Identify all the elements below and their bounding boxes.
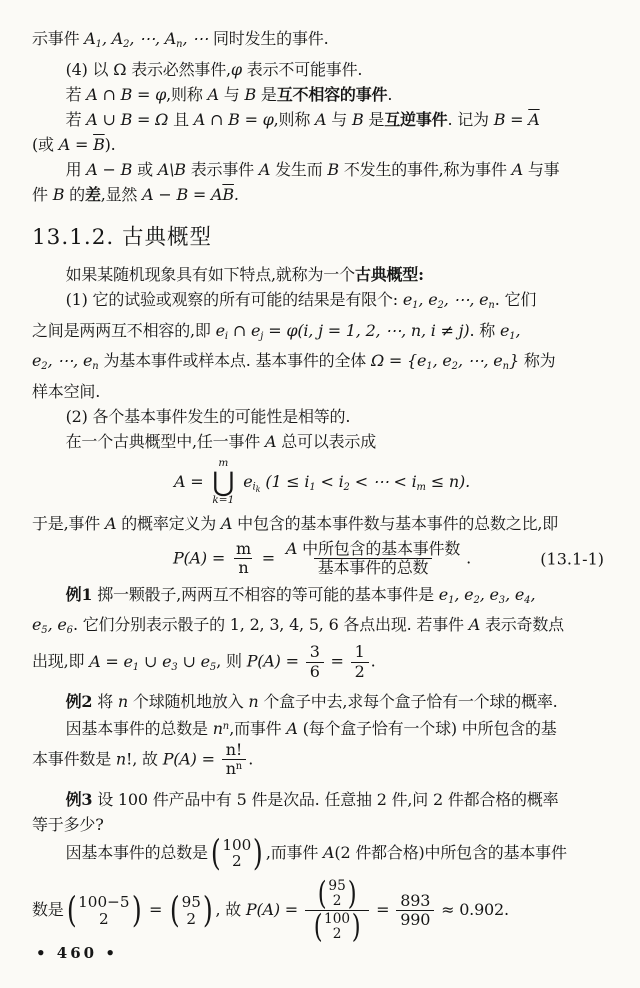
text-run: , 故: [215, 900, 246, 920]
text-run: A: [511, 159, 523, 179]
paren-close-icon: ): [351, 908, 361, 945]
text-run: 发生而: [270, 159, 328, 179]
text-run: 个盒子中去,求每个盒子恰有一个球的概率.: [258, 691, 558, 711]
binomial-coefficient: [209, 832, 265, 874]
text-line: [32, 787, 612, 812]
denominator: 6: [306, 662, 324, 681]
overline-complement: $\overline{B}$: [93, 134, 105, 154]
text-run: =: [256, 548, 280, 568]
text-run: 与: [326, 109, 352, 129]
text-line: [32, 832, 612, 874]
text-run: A ∩ B = φ: [193, 109, 274, 129]
binomial-top: 95: [181, 892, 201, 911]
text-run: (2 件都合格)中所包含的基本事件: [334, 842, 567, 862]
paren-open-icon: (: [66, 889, 77, 931]
math-script: 2: [343, 481, 350, 493]
paren-close-icon: ): [202, 889, 213, 931]
text-line: [32, 741, 612, 779]
text-run: A = e1 ∪ e3 ∪ e5: [89, 651, 217, 673]
text-run: .: [370, 651, 376, 671]
section-heading: 13.1.2. 古典概型: [32, 224, 213, 250]
text-run: 表示事件: [185, 159, 259, 179]
text-run: e: [243, 471, 253, 491]
text-run: $A = \overline{B}$: [58, 134, 105, 154]
math-script: 5: [209, 661, 217, 673]
text-run: Ω = {e1, e2, ⋯, en}: [370, 351, 519, 373]
math-script: 1: [95, 38, 102, 50]
text-run: 的: [64, 184, 85, 204]
text-run: A: [220, 513, 233, 533]
fraction: [396, 892, 434, 930]
text-run: .: [466, 548, 472, 568]
text-run: e5, e6: [32, 615, 73, 637]
binomial-bottom: 2: [231, 852, 242, 871]
math-script: 1: [309, 481, 316, 493]
union-symbol: ⋃: [212, 466, 235, 498]
text-run: =: [325, 651, 349, 671]
text-run: φ: [230, 59, 242, 79]
text-run: 是: [363, 109, 385, 129]
text-run: ,则称: [166, 84, 208, 104]
binomial-fraction: [305, 875, 369, 945]
overline-complement: $\overline{A}$: [528, 109, 540, 129]
text-run: (1 ≤ i1 < i2 < ⋯ < im ≤ n).: [260, 471, 470, 493]
text-run: A − B: [86, 159, 133, 179]
text-line: [32, 404, 612, 429]
text-run: P(A) =: [246, 651, 304, 671]
text-run: (1) 它的试验或观察的所有可能的结果是有限个:: [65, 289, 403, 309]
fraction: [222, 741, 247, 779]
text-run: 之间是两两互不相容的,即: [32, 320, 216, 340]
text-run: 在一个古典概型中,任一事件: [65, 432, 265, 452]
text-run: 将: [92, 691, 118, 711]
math-script: n: [176, 38, 183, 50]
text-run: 同时发生的事件.: [208, 29, 329, 48]
text-run: 互不相容的事件: [276, 84, 388, 104]
denominator: [305, 910, 369, 943]
text-line: [32, 57, 612, 82]
denominator: 2: [351, 662, 369, 681]
text-run: 因基本事件的总数是: [65, 842, 208, 862]
text-run: e1, e2, ⋯, en: [402, 289, 495, 311]
text-run: . 称: [469, 320, 500, 340]
text-run: 互逆事件: [384, 109, 448, 129]
binomial-stack: [328, 879, 345, 909]
text-line: [32, 132, 612, 157]
numerator: 893: [400, 890, 431, 910]
math-script: n: [92, 361, 99, 373]
text-line: [32, 875, 612, 945]
text-run: ,显然: [100, 184, 143, 204]
text-run: 数是: [32, 900, 64, 920]
text-run: 表示不可能事件.: [241, 59, 363, 79]
text-run: Ω: [113, 59, 127, 79]
text-run: 的概率定义为: [116, 513, 221, 533]
text-line: [32, 82, 612, 107]
text-run: $B = \overline{A}$: [493, 109, 540, 129]
text-run: 若: [65, 84, 87, 104]
binomial-stack: [222, 837, 251, 870]
binomial-top: 95: [328, 878, 346, 895]
math-subscript: i: [252, 481, 256, 493]
text-run: A: [174, 471, 186, 491]
math-script: n: [488, 299, 495, 311]
binomial-bottom: 2: [332, 926, 342, 943]
text-run: 不发生的事件,称为事件: [338, 159, 512, 179]
text-run: A: [104, 513, 117, 533]
math-script: 1: [426, 361, 433, 373]
binomial-top: 100: [222, 835, 252, 854]
binomial-coefficient: [312, 908, 362, 945]
math-script: m: [416, 481, 426, 493]
math-script: A: [285, 538, 298, 558]
math-script: 2: [437, 299, 444, 311]
denominator: 基本事件的总数: [314, 558, 433, 577]
text-run: e2, ⋯, en: [32, 351, 99, 373]
paren-close-icon: ): [131, 889, 142, 931]
paren-open-icon: (: [210, 832, 221, 874]
text-run: A ∪ B = Ω: [86, 109, 169, 129]
text-run: (每个盒子恰有一个球) 中所包含的基: [297, 718, 557, 738]
numerator: 3: [309, 642, 320, 662]
math-script: n: [222, 720, 230, 732]
page-number: • 460 •: [36, 944, 118, 962]
text-line: [32, 26, 612, 57]
text-run: 等于多少?: [32, 814, 104, 834]
text-run: A: [264, 432, 277, 452]
text-run: (2) 各个基本事件发生的可能性是相等的.: [65, 407, 351, 427]
math-script: 1: [509, 330, 516, 342]
math-script: 3: [171, 661, 178, 673]
text-run: 例1: [65, 584, 93, 604]
text-line: [32, 379, 612, 404]
text-run: (或: [32, 134, 59, 154]
text-run: 与: [218, 84, 245, 104]
binomial-top: 100: [324, 911, 351, 928]
math-script: 2: [41, 361, 48, 373]
text-run: P(A) =: [172, 548, 230, 568]
text-run: ,而事件: [265, 842, 324, 862]
math-script: 2: [123, 38, 130, 50]
text-run: 例2: [65, 691, 93, 711]
math-script: 1: [412, 299, 419, 311]
text-run: 示事件: [32, 29, 85, 48]
paren-open-icon: (: [169, 889, 180, 931]
text-line: [32, 107, 612, 132]
text-line: [32, 182, 612, 207]
text-flow-main: [32, 262, 612, 943]
text-run: 差: [84, 184, 101, 204]
text-run: !, 故: [126, 749, 163, 769]
text-line: [32, 262, 612, 287]
text-run: 掷一颗骰子,两两互不相容的等可能的基本事件是: [92, 584, 439, 604]
text-run: B: [52, 184, 65, 204]
text-run: ,而事件: [229, 718, 287, 738]
text-run: $n^n$: [212, 718, 230, 738]
text-run: 用: [65, 159, 87, 179]
fraction: [306, 643, 324, 681]
binomial-bottom: 2: [186, 909, 197, 928]
text-run: B: [327, 159, 339, 179]
text-run: 为基本事件或样本点. 基本事件的全体: [98, 351, 371, 371]
text-line: [32, 429, 612, 454]
math-script: 6: [66, 625, 73, 637]
text-run: 件: [32, 184, 53, 204]
text-run: P(A) =: [162, 749, 220, 769]
binomial-stack: [182, 894, 201, 927]
text-run: =: [371, 900, 395, 920]
numerator: n!: [225, 739, 243, 759]
text-run: A\B: [157, 159, 186, 179]
text-line: [32, 458, 612, 507]
text-run: n: [117, 691, 129, 711]
math-subsubscript: k: [255, 484, 261, 494]
text-run: 本事件数是: [32, 749, 116, 769]
big-union-operator: [212, 458, 234, 507]
text-run: B: [244, 84, 257, 104]
text-run: 总可以表示成: [276, 432, 377, 452]
overline-complement: $\overline{B}$: [222, 184, 234, 204]
text-run: ≈ 0.902.: [436, 900, 509, 920]
text-run: A: [468, 615, 481, 635]
fraction: [282, 540, 464, 578]
text-run: 因基本事件的总数是: [65, 718, 213, 738]
text-run: ,则称: [273, 109, 316, 129]
fraction: [351, 643, 369, 681]
equation-number: (13.1-1): [540, 549, 604, 569]
binomial-coefficient: [65, 889, 143, 931]
text-run: P(A) =: [245, 900, 303, 920]
binomial-stack: [78, 894, 129, 927]
text-flow-top: [32, 26, 612, 207]
denominator: $n^n$: [222, 759, 247, 778]
fraction: [232, 540, 255, 578]
text-run: .: [248, 749, 254, 769]
text-run: 个球随机地放入: [128, 691, 249, 711]
text-run: 出现,即: [32, 651, 90, 671]
binomial-top: 100−5: [78, 892, 130, 911]
text-run: 于是,事件: [32, 513, 105, 533]
lower-limit: k=1: [212, 494, 235, 507]
math-script: 1: [448, 594, 455, 606]
denominator: 990: [396, 910, 434, 929]
text-line: [32, 318, 612, 349]
display-formula: [32, 540, 612, 578]
text-run: , 则: [216, 651, 247, 671]
math-script: j: [260, 330, 264, 342]
text-run: 与事: [523, 159, 560, 179]
denominator: n: [234, 558, 252, 577]
text-run: A: [207, 84, 219, 104]
text-run: $A - B = A\overline{B}$.: [142, 184, 239, 204]
paren-close-icon: ): [347, 875, 357, 912]
paren-close-icon: ): [253, 832, 263, 874]
text-run: e1,: [499, 320, 521, 342]
text-run: 若: [65, 109, 87, 129]
binomial-bottom: 2: [332, 893, 342, 910]
text-run: =: [185, 471, 209, 491]
text-run: A ∩ B = φ: [86, 84, 167, 104]
math-script: 5: [41, 625, 48, 637]
text-line: [32, 689, 612, 714]
binomial-stack: [324, 912, 350, 942]
text-line: [32, 348, 612, 379]
text-run: 中包含的基本事件数与基本事件的总数之比,即: [232, 513, 559, 533]
binomial-coefficient: [168, 889, 214, 931]
text-run: A: [286, 718, 298, 738]
text-run: .: [387, 84, 393, 104]
math-script: n: [502, 361, 509, 373]
text-run: n: [115, 749, 126, 769]
text-run: 表示奇数点: [480, 615, 564, 635]
numerator: A 中所包含的基本事件数: [285, 538, 461, 558]
text-run: =: [144, 900, 168, 920]
paren-open-icon: (: [313, 908, 323, 945]
math-script: 1: [132, 661, 140, 673]
paren-open-icon: (: [317, 875, 327, 912]
text-line: [32, 582, 612, 613]
text-run: A1, A2, ⋯, An, ⋯: [84, 29, 209, 50]
text-run: 表示必然事件,: [126, 59, 231, 79]
text-run: 古典概型:: [354, 264, 424, 284]
text-run: (4) 以: [65, 59, 114, 79]
numerator: m: [235, 538, 251, 558]
text-run: e1, e2, e3, e4,: [438, 584, 536, 606]
math-script: 2: [473, 594, 480, 606]
text-run: ei ∩ ej = φ(i, j = 1, 2, ⋯, n, i ≠ j): [215, 320, 470, 342]
text-run: . 它们分别表示骰子的 1, 2, 3, 4, 5, 6 各点出现. 若事件: [72, 615, 469, 635]
numerator: 1: [354, 642, 365, 662]
text-run: A: [323, 842, 335, 862]
text-run: A: [315, 109, 327, 129]
text-run: 样本空间.: [32, 382, 101, 402]
upper-limit: m: [218, 457, 229, 470]
text-run: 设 100 件产品中有 5 件是次品. 任意抽 2 件,问 2 件都合格的概率: [92, 789, 559, 809]
math-script: 4: [524, 594, 531, 606]
text-run: ).: [104, 134, 116, 154]
text-run: . 记为: [447, 109, 494, 129]
math-script: 2: [451, 361, 458, 373]
text-run: 例3: [65, 789, 93, 809]
text-run: 如果某随机现象具有如下特点,就称为一个: [65, 264, 355, 284]
math-script: n: [235, 761, 243, 773]
text-run: 称为: [518, 351, 556, 371]
text-run: B: [351, 109, 364, 129]
numerator: [309, 875, 365, 912]
text-line: [32, 157, 612, 182]
text-run: . 它们: [494, 289, 537, 309]
text-line: [32, 812, 612, 837]
math-script: i: [224, 330, 229, 342]
binomial-bottom: 2: [99, 909, 109, 928]
text-run: n: [248, 691, 259, 711]
text-line: [32, 643, 612, 681]
text-run: 或: [132, 159, 158, 179]
text-line: [32, 511, 612, 536]
text-line: [32, 714, 612, 741]
text-line: [32, 612, 612, 643]
math-script: 3: [498, 594, 506, 606]
binomial-coefficient: [316, 875, 358, 912]
text-run: 且: [168, 109, 194, 129]
text-run: A: [258, 159, 271, 179]
text-run: 是: [256, 84, 277, 104]
text-line: [32, 287, 612, 318]
